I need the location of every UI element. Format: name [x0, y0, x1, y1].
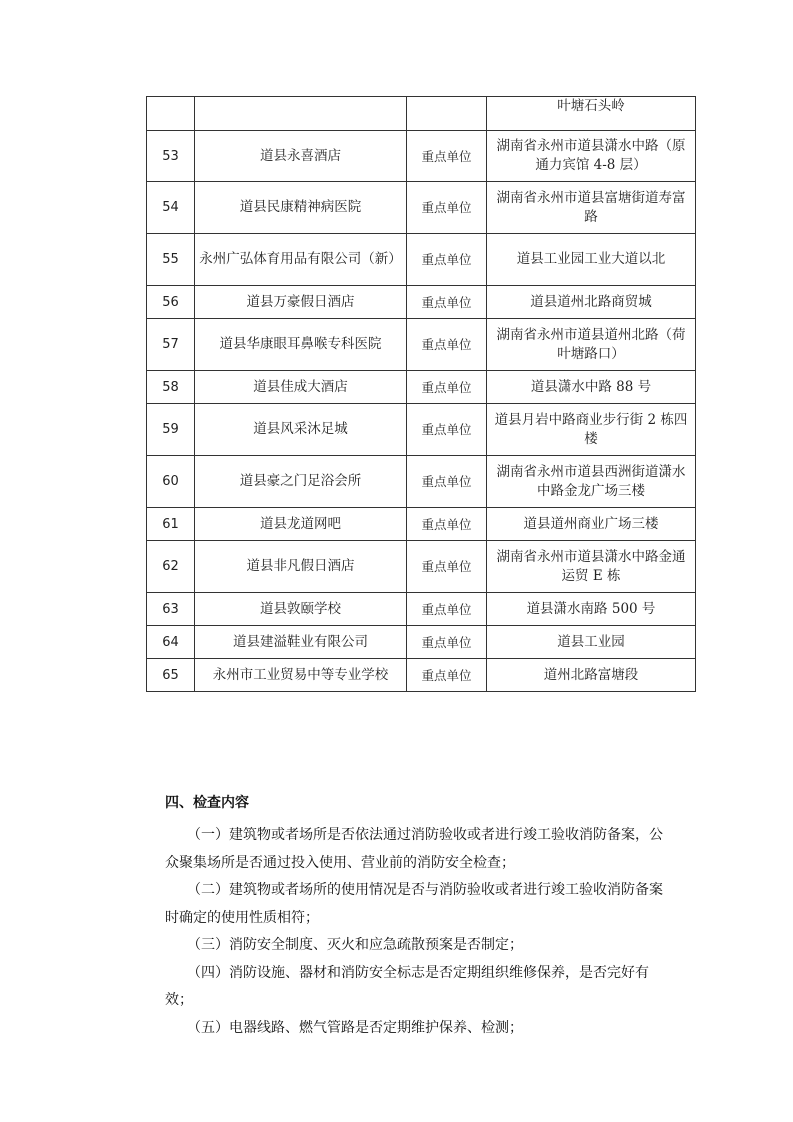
- table-row: [147, 626, 696, 659]
- unit-type: 重点单位: [407, 131, 487, 182]
- unit-type: 重点单位: [407, 541, 487, 593]
- section-paragraph: （二）建筑物或者场所的使用情况是否与消防验收或者进行竣工验收消防备案时确定的使用性质相符；: [165, 882, 663, 926]
- inspection-content-section: [165, 790, 665, 1042]
- unit-name: 永州广弘体育用品有限公司（新）: [195, 234, 407, 286]
- section-heading: 四、检查内容: [165, 795, 249, 811]
- row-number: 57: [147, 319, 195, 371]
- row-number: 64: [147, 626, 195, 659]
- table-row: [147, 97, 696, 131]
- table-row: [147, 234, 696, 286]
- unit-name: 道县非凡假日酒店: [195, 541, 407, 593]
- unit-type: 重点单位: [407, 371, 487, 404]
- unit-type: 重点单位: [407, 234, 487, 286]
- unit-address: 道县道州商业广场三楼: [487, 508, 696, 541]
- unit-type: 重点单位: [407, 626, 487, 659]
- table-row: [147, 131, 696, 182]
- row-number: [147, 97, 195, 131]
- unit-type: 重点单位: [407, 659, 487, 692]
- unit-type: [407, 97, 487, 131]
- row-number: 58: [147, 371, 195, 404]
- unit-address: 道县潇水中路 88 号: [487, 371, 696, 404]
- unit-name: 道县佳成大酒店: [195, 371, 407, 404]
- table-row: [147, 659, 696, 692]
- unit-name: 道县龙道网吧: [195, 508, 407, 541]
- unit-name: 道县敦颐学校: [195, 593, 407, 626]
- section-paragraph: （四）消防设施、器材和消防安全标志是否定期组织维修保养，是否完好有效；: [165, 964, 649, 1008]
- unit-type: 重点单位: [407, 404, 487, 456]
- row-number: 62: [147, 541, 195, 593]
- unit-address: 湖南省永州市道县西洲街道潇水中路金龙广场三楼: [487, 456, 696, 508]
- unit-address: 道县工业园: [487, 626, 696, 659]
- unit-name: 道县民康精神病医院: [195, 182, 407, 234]
- unit-name: 道县永喜酒店: [195, 131, 407, 182]
- row-number: 59: [147, 404, 195, 456]
- unit-address: 湖南省永州市道县富塘街道寿富路: [487, 182, 696, 234]
- section-paragraph: （五）电器线路、燃气管路是否定期维护保养、检测；: [187, 1019, 523, 1036]
- table-row: [147, 182, 696, 234]
- unit-name: [195, 97, 407, 131]
- unit-type: 重点单位: [407, 286, 487, 319]
- unit-type: 重点单位: [407, 456, 487, 508]
- unit-type: 重点单位: [407, 508, 487, 541]
- row-number: 60: [147, 456, 195, 508]
- unit-address: 道县潇水南路 500 号: [487, 593, 696, 626]
- unit-address: 湖南省永州市道县潇水中路金通运贸 E 栋: [487, 541, 696, 593]
- row-number: 56: [147, 286, 195, 319]
- unit-type: 重点单位: [407, 319, 487, 371]
- table-row: [147, 541, 696, 593]
- unit-name: 道县华康眼耳鼻喉专科医院: [195, 319, 407, 371]
- row-number: 54: [147, 182, 195, 234]
- unit-address: 湖南省永州市道县道州北路（荷叶塘路口）: [487, 319, 696, 371]
- unit-address: 叶塘石头岭: [487, 97, 696, 131]
- unit-type: 重点单位: [407, 182, 487, 234]
- section-paragraph: （一）建筑物或者场所是否依法通过消防验收或者进行竣工验收消防备案，公众聚集场所是否通过投入使用、营业前的消防安全检查；: [165, 827, 663, 871]
- unit-name: 永州市工业贸易中等专业学校: [195, 659, 407, 692]
- unit-name: 道县万豪假日酒店: [195, 286, 407, 319]
- unit-address: 道县道州北路商贸城: [487, 286, 696, 319]
- row-number: 53: [147, 131, 195, 182]
- unit-address: 道县工业园工业大道以北: [487, 234, 696, 286]
- unit-address: 湖南省永州市道县潇水中路（原通力宾馆 4-8 层）: [487, 131, 696, 182]
- row-number: 63: [147, 593, 195, 626]
- table-row: [147, 508, 696, 541]
- row-number: 61: [147, 508, 195, 541]
- section-paragraph: （三）消防安全制度、灭火和应急疏散预案是否制定；: [187, 937, 523, 953]
- row-number: 65: [147, 659, 195, 692]
- key-units-table: [146, 96, 696, 692]
- table-row: [147, 286, 696, 319]
- unit-address: 道县月岩中路商业步行街 2 栋四楼: [487, 404, 696, 456]
- unit-type: 重点单位: [407, 593, 487, 626]
- table-body: [147, 97, 696, 692]
- table-row: [147, 319, 696, 371]
- unit-address: 道州北路富塘段: [487, 659, 696, 692]
- table-row: [147, 456, 696, 508]
- unit-name: 道县风采沐足城: [195, 404, 407, 456]
- row-number: 55: [147, 234, 195, 286]
- unit-name: 道县建溢鞋业有限公司: [195, 626, 407, 659]
- unit-name: 道县豪之门足浴会所: [195, 456, 407, 508]
- table-row: [147, 593, 696, 626]
- table-row: [147, 404, 696, 456]
- table-row: [147, 371, 696, 404]
